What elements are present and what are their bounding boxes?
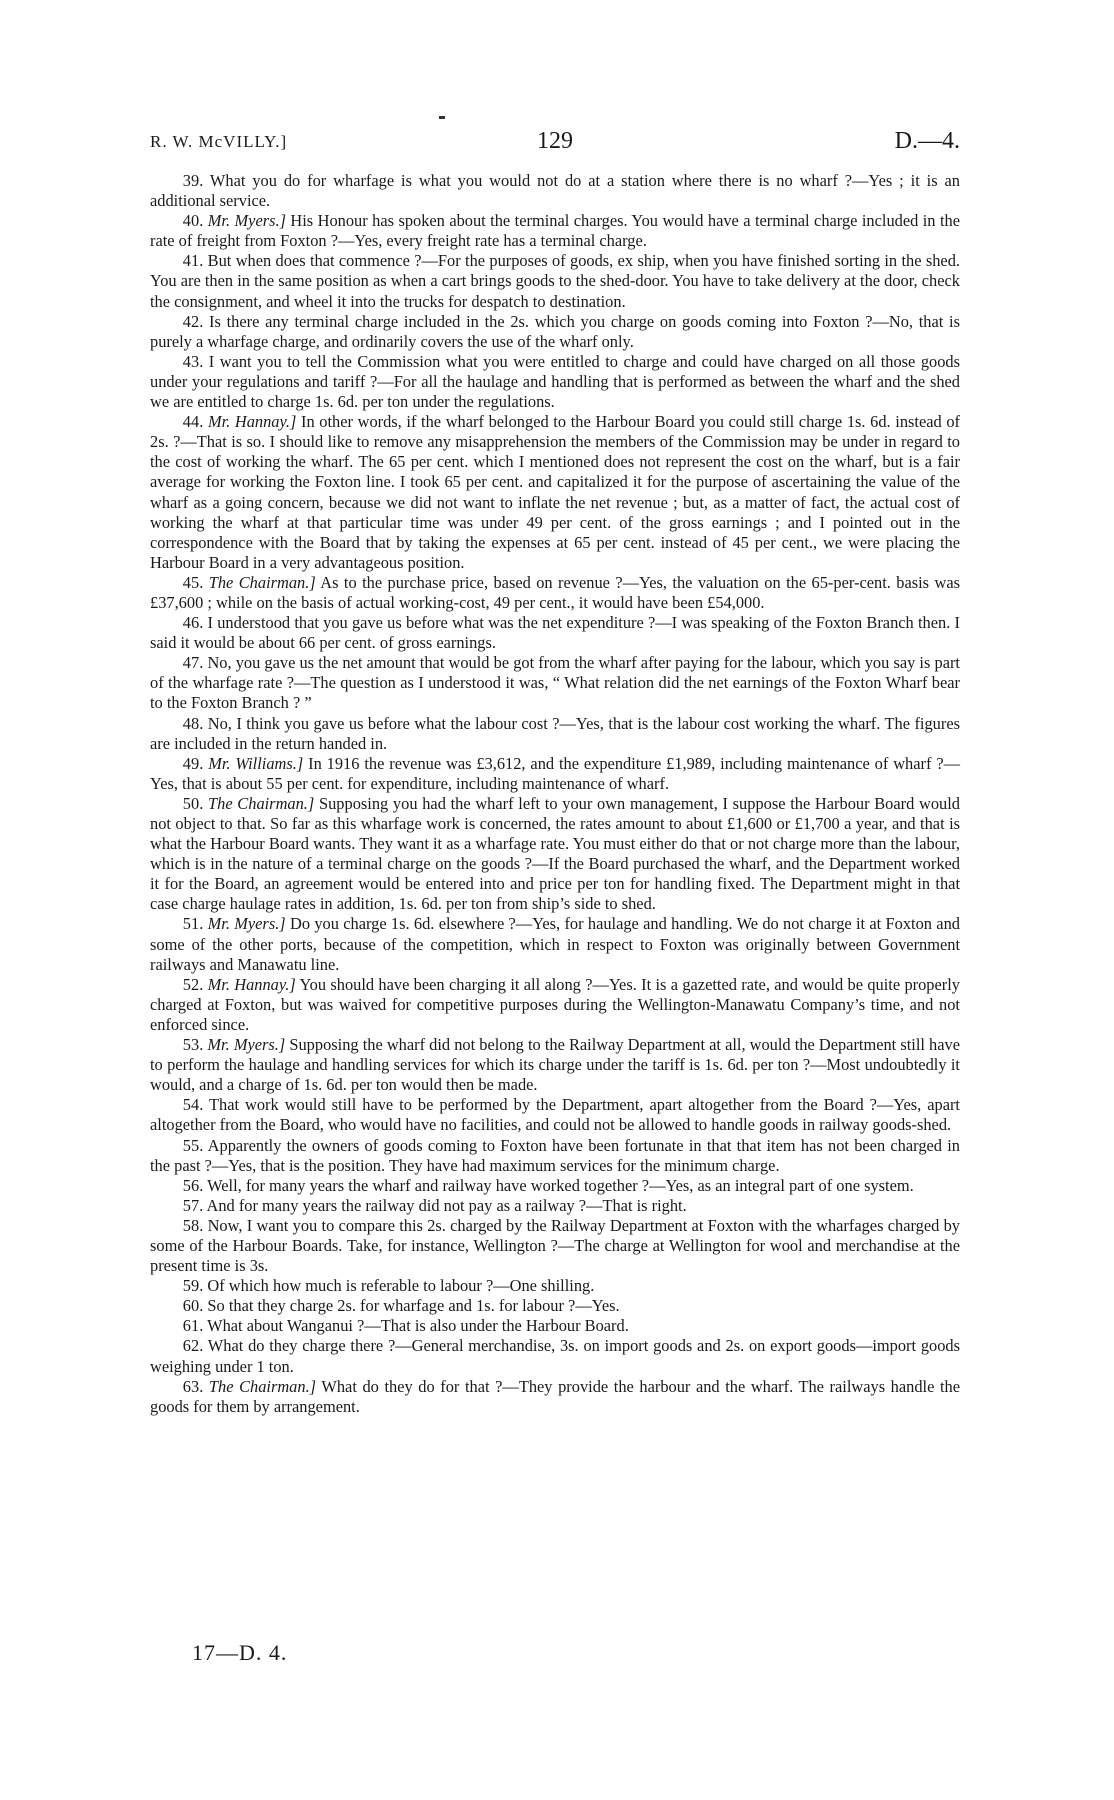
paragraph-text: That work would still have to be performed by the Department, apart altogether from the Board ?—Yes, apart altogether from the Board, who would have no facilities, and could not be allowed to handle goods in railway goods-shed. [150,1095,960,1135]
paragraph [150,975,960,1035]
paragraph-text: Do you charge 1s. 6d. elsewhere ?—Yes, for haulage and handling. We do not charge it at Foxton and some of the other ports, because of the competition, which in respect to Foxton was originally between Government railways and Manawatu line. [150,914,960,974]
paragraph-number: 48. [182,713,204,733]
paragraph-number: 39. [182,171,204,190]
document-body [150,171,960,1417]
paragraph-text: Supposing you had the wharf left to your own management, I suppose the Harbour Board would not object to that. So far as this wharfage work is concerned, the rates amount to about £1,600 or £1,700 a year, and that is what the Harbour Board wants. They want it as a wharfage rate. You must either do that or not charge more than the labour, which is in the nature of a terminal charge on the goods ?—If the Board purchased the wharf, and the Department worked it for the Board, an agreement would be entered into and price per ton for handling fixed. The Department might in that case charge haulage rates in addition, 1s. 6d. per ton from ship’s side to shed. [150,793,960,914]
signature-mark: 17—D. 4. [192,1640,288,1665]
paragraph [150,211,960,251]
header-dash-mark [439,116,445,119]
paragraph [150,1035,960,1095]
speaker-label: The Chairman.] [208,572,316,592]
paragraph-number: 62. [182,1336,204,1356]
paragraph-text: I understood that you gave us before what was the net expenditure ?—I was speaking of the Foxton Branch then. I said it would be about 66 per cent. of gross earnings. [150,613,960,653]
paragraph [150,1377,960,1417]
paragraph-number: 61. [182,1316,204,1336]
paragraph-number: 57. [182,1195,204,1215]
paragraph-text: As to the purchase price, based on revenue ?—Yes, the valuation on the 65-per-cent. basis was £37,600 ; while on the basis of actual working-cost, 49 per cent., it would have been £54,000. [150,572,960,612]
paragraph-number: 49. [182,753,204,773]
paragraph-text: And for many years the railway did not pay as a railway ?—That is right. [206,1195,687,1215]
paragraph-number: 42. [182,311,204,331]
paragraph [150,754,960,794]
paragraph-text: But when does that commence ?—For the purposes of goods, ex ship, when you have finished sorting in the shed. You are then in the same position as when a cart brings goods to the shed-door. You have to take delivery at the door, check the consignment, and wheel it into the trucks for despatch to destination. [150,251,960,311]
paragraph-number: 53. [182,1035,204,1055]
paragraph-number: 58. [182,1215,204,1235]
speaker-label: Mr. Williams.] [208,753,304,773]
paragraph [150,914,960,974]
paragraph [150,312,960,352]
speaker-label: The Chairman.] [208,1376,317,1396]
paragraph [150,412,960,573]
paragraph [150,714,960,754]
paragraph-number: 63. [182,1376,204,1396]
paragraph-number: 41. [182,251,204,271]
paragraph-text: Well, for many years the wharf and railway have worked together ?—Yes, as an integral part of one system. [207,1175,914,1195]
paragraph-number: 59. [182,1276,204,1296]
paragraph [150,1276,960,1296]
paragraph [150,1336,960,1376]
paragraph-number: 50. [182,793,204,813]
paragraph-number: 47. [182,653,204,673]
paragraph [150,171,960,211]
paragraph-number: 52. [182,974,204,994]
speaker-label: Mr. Myers.] [207,1035,286,1055]
paragraph-text: What about Wanganui ?—That is also under the Harbour Board. [207,1316,629,1336]
paragraph [150,794,960,915]
paragraph-number: 51. [182,914,204,934]
paragraph-text: What do they charge there ?—General merchandise, 3s. on import goods and 2s. on export goods—import goods weighing under 1 ton. [150,1336,960,1376]
speaker-label: Mr. Myers.] [207,211,286,231]
paragraph [150,653,960,713]
paragraph-text: So that they charge 2s. for wharfage and 1s. for labour ?—Yes. [207,1296,620,1316]
paragraph [150,251,960,311]
paragraph-number: 54. [182,1095,204,1115]
paragraph-text: No, you gave us the net amount that would be got from the wharf after paying for the labour, which you say is part of the wharfage rate ?—The question as I understood it was, “ What relation did the net earnings of the Foxton Wharf bear to the Foxton Branch ? ” [150,653,960,713]
paragraph-text: What do they do for that ?—They provide the harbour and the wharf. The railways handle the goods for them by arrangement. [150,1376,960,1416]
paragraph [150,1176,960,1196]
speaker-label: The Chairman.] [208,793,315,813]
paragraph [150,1196,960,1216]
paragraph-text: In 1916 the revenue was £3,612, and the expenditure £1,989, including maintenance of wharf ?—Yes, that is about 55 per cent. for expenditure, including maintenance of wharf. [150,753,960,793]
paragraph-text: His Honour has spoken about the terminal charges. You would have a terminal charge included in the rate of freight from Foxton ?—Yes, every freight rate has a terminal charge. [150,211,960,251]
page-number: 129 [537,128,573,154]
paragraph [150,352,960,412]
paragraph [150,1316,960,1336]
paragraph-text: I want you to tell the Commission what you were entitled to charge and could have charged on all those goods under your regulations and tariff ?—For all the haulage and handling that is performed as between the wharf and the shed we are entitled to charge 1s. 6d. per ton under the regulations. [150,351,960,412]
paragraph-text: Now, I want you to compare this 2s. charged by the Railway Department at Foxton with the wharfages charged by some of the Harbour Boards. Take, for instance, Wellington ?—The charge at Wellington for wool and merchandise at the present time is 3s. [150,1215,960,1276]
paragraph-text: Apparently the owners of goods coming to Foxton have been fortunate in that that item has not been charged in the past ?—Yes, that is the position. They have had maximum services for the minimum charge. [150,1135,960,1175]
paragraph-text: Supposing the wharf did not belong to the Railway Department at all, would the Department still have to perform the haulage and handling services for which its charge under the tariff is 1s. 6d. per ton ?—Most undoubtedly it would, and a charge of 1s. 6d. per ton would then be made. [150,1035,960,1095]
paragraph-number: 60. [182,1296,204,1316]
paragraph [150,1216,960,1276]
paragraph-text: Of which how much is referable to labour ?—One shilling. [207,1276,595,1296]
paragraph-text: Is there any terminal charge included in the 2s. which you charge on goods coming into Foxton ?—No, that is purely a wharfage charge, and ordinarily covers the use of the wharf only. [150,311,960,351]
paragraph-text: You should have been charging it all along ?—Yes. It is a gazetted rate, and would be quite properly charged at Foxton, but was waived for competitive purposes during the Wellington-Manawatu Company’s time, and not enforced since. [150,974,960,1034]
paragraph-number: 46. [182,613,204,633]
paragraph-number: 45. [182,572,204,592]
speaker-label: Mr. Myers.] [207,914,286,934]
paragraph [150,1136,960,1176]
paragraph-number: 43. [182,351,204,371]
paragraph-text: No, I think you gave us before what the labour cost ?—Yes, that is the labour cost working the wharf. The figures are included in the return handed in. [150,713,960,753]
document-reference: D.—4. [894,128,960,154]
paragraph-text: What you do for wharfage is what you would not do at a station where there is no wharf ?—Yes ; it is an additional service. [150,171,960,211]
speaker-label: Mr. Hannay.] [207,974,296,994]
paragraph [150,573,960,613]
paragraph-number: 56. [182,1175,204,1195]
paragraph [150,1296,960,1316]
paragraph-text: In other words, if the wharf belonged to the Harbour Board you could still charge 1s. 6d. instead of 2s. ?—That is so. I should like to remove any misapprehension the members of the Commission may be under in regard to the cost of working the wharf. The 65 per cent. which I mentioned does not represent the cost on the wharf, but is a fair average for working the Foxton line. I took 65 per cent. and capitalized it for the purpose of ascertaining the value of the wharf as a going concern, because we did not want to inflate the net revenue ; but, as a matter of fact, the actual cost of working the wharf at that particular time was under 49 per cent. of the gross earnings ; and I pointed out in the correspondence with the Board that by taking the expenses at 65 per cent. instead of 45 per cent., we were placing the Harbour Board in a very advantageous position. [150,412,960,572]
paragraph-number: 40. [182,211,204,231]
header-witness-name: R. W. McVILLY.] [150,132,288,151]
paragraph [150,1095,960,1135]
paragraph-number: 55. [182,1135,204,1155]
paragraph-number: 44. [182,412,204,432]
speaker-label: Mr. Hannay.] [207,412,297,432]
paragraph [150,613,960,653]
page-header [150,128,960,154]
